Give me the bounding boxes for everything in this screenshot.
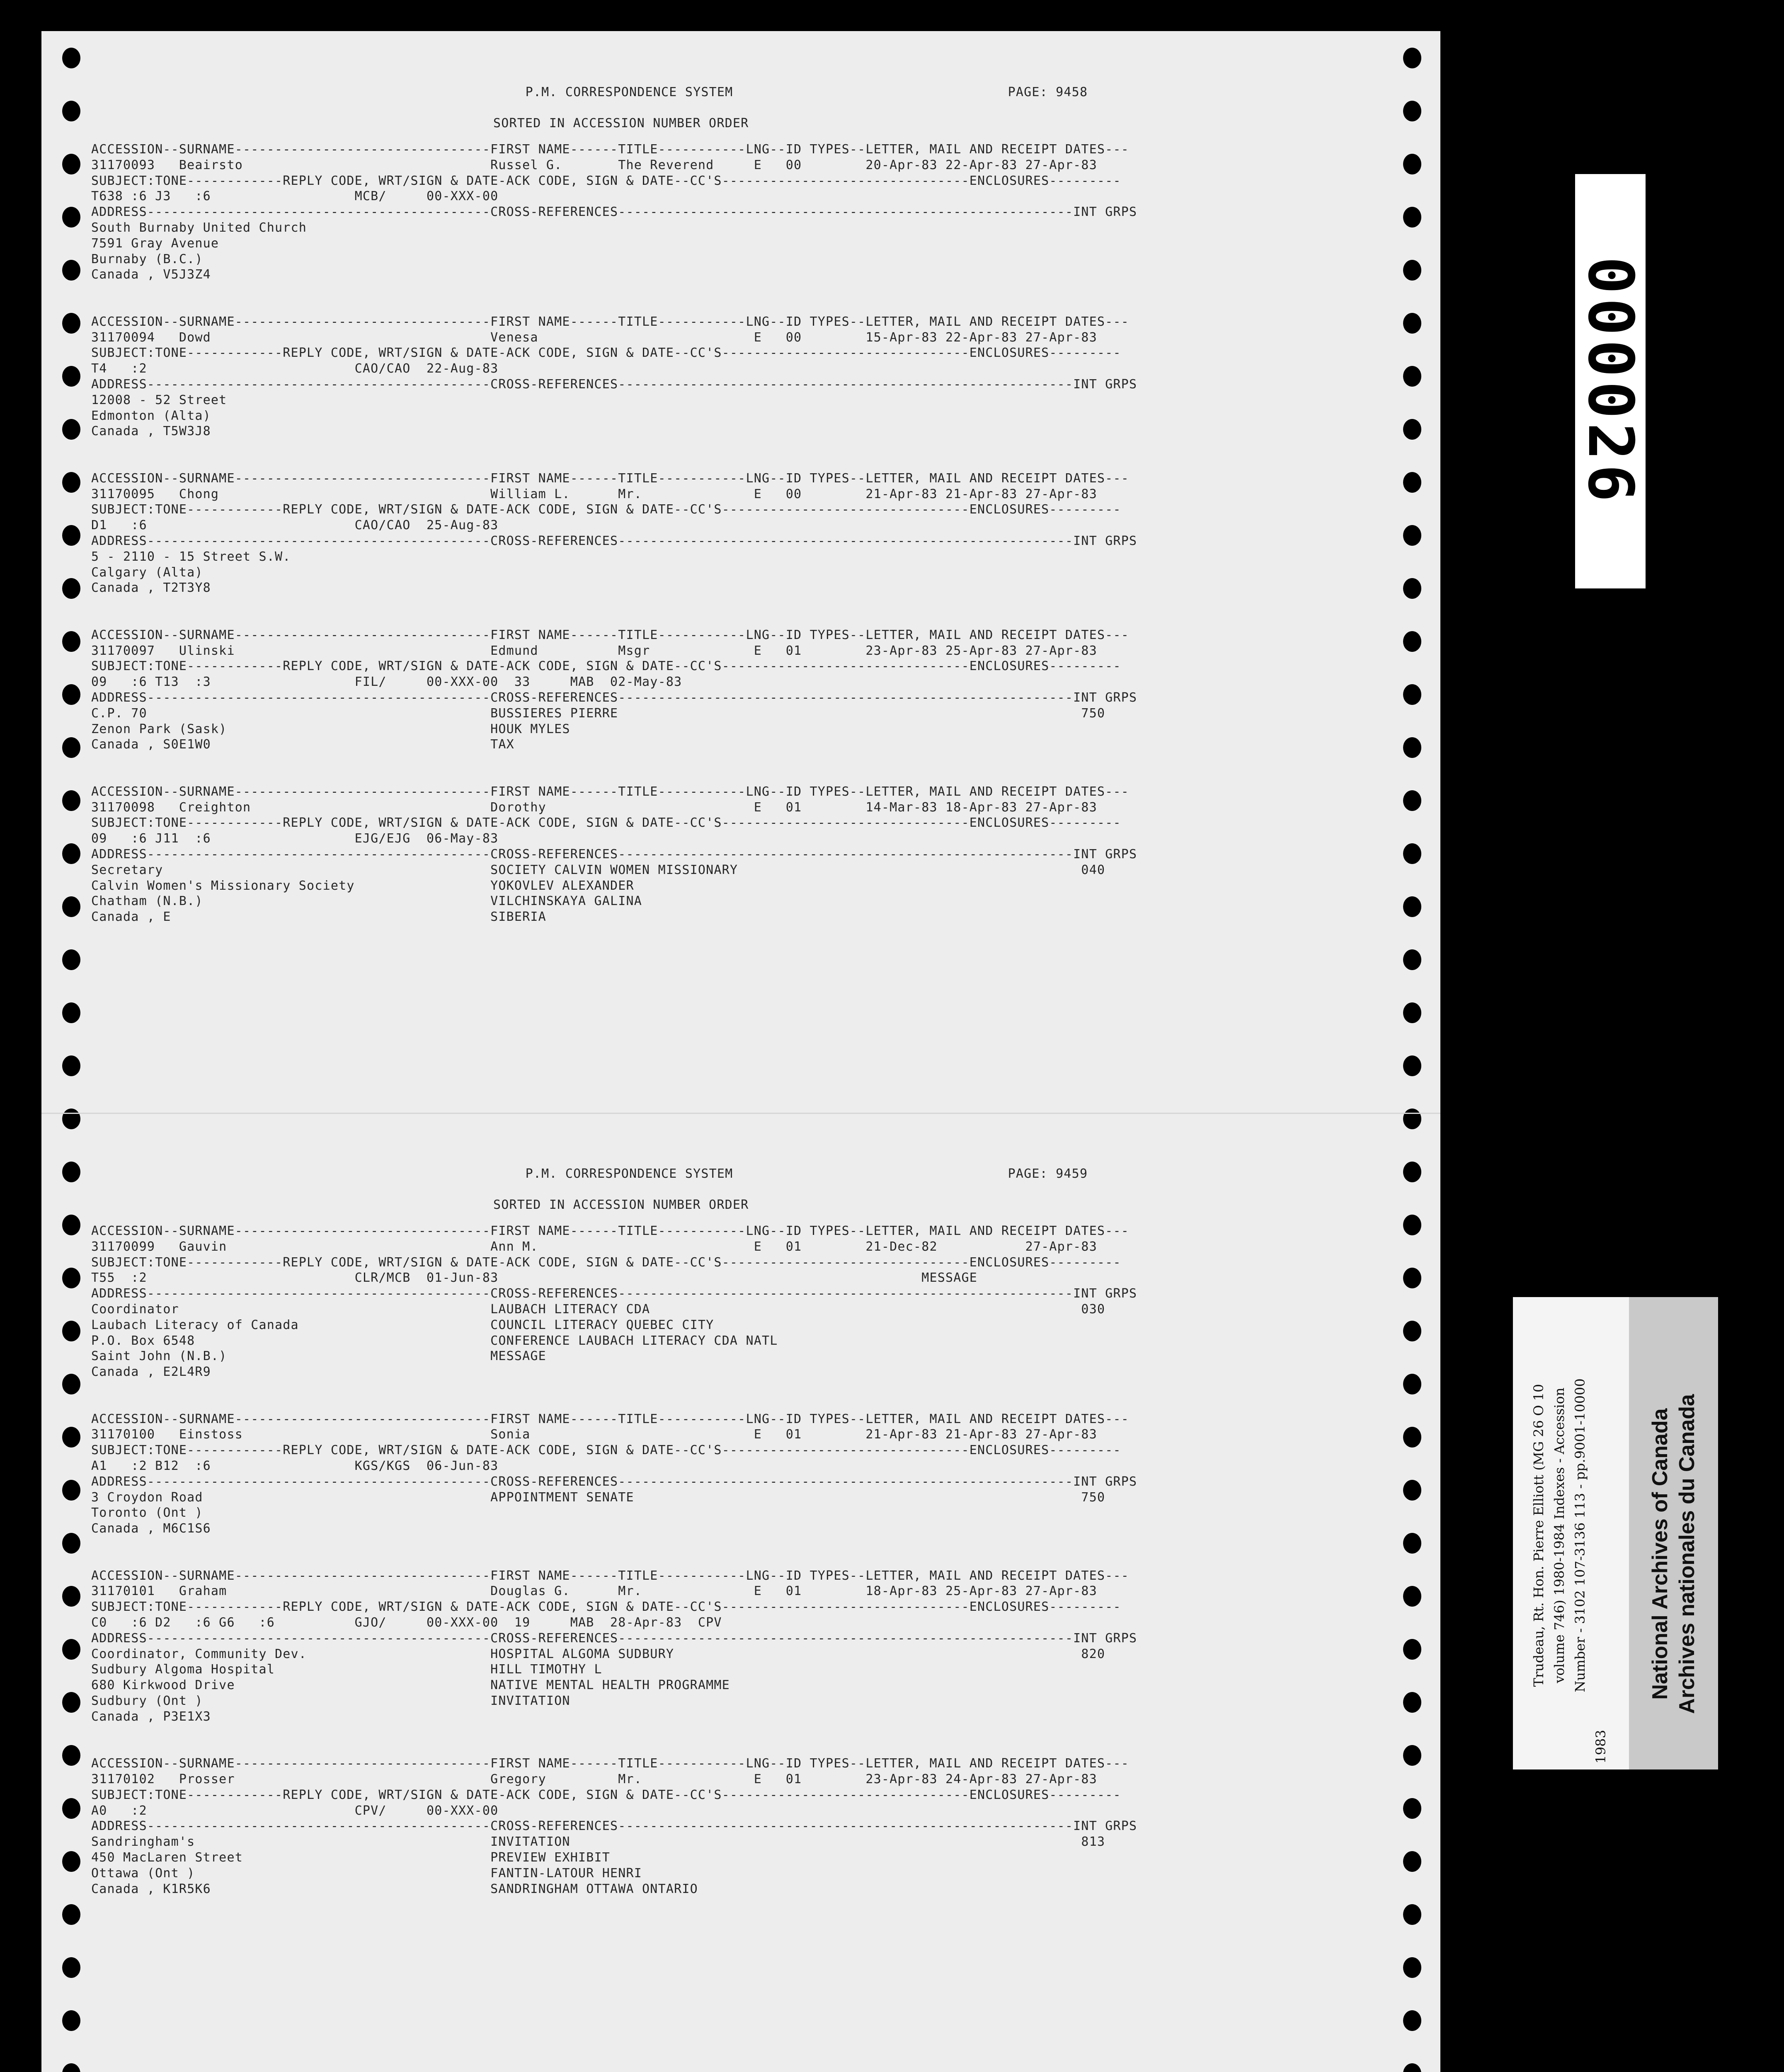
record-line: Calgary (Alta): [91, 565, 203, 580]
record-line: 09 :6 T13 :3 FIL/ 00-XXX-00 33 MAB 02-May-83: [91, 675, 682, 690]
feed-hole: [1403, 2010, 1421, 2031]
feed-hole: [62, 101, 80, 121]
feed-hole: [1403, 578, 1421, 599]
record-line: 31170093 Beairsto Russel G. The Reverend E 00 20-Apr-83 22-Apr-83 27-Apr-83: [91, 157, 1097, 172]
feed-hole: [1403, 1374, 1421, 1394]
feed-hole: [1403, 1692, 1421, 1713]
label-description-line: volume 746) 1980-1984 Indexes - Accession: [1551, 1387, 1567, 1683]
feed-hole: [62, 1374, 80, 1394]
right-tractor-feed-strip: [1391, 31, 1440, 2072]
feed-hole: [1403, 1904, 1421, 1925]
label-description-line: Number - 3102 107-3136 113 - pp.9001-10000: [1572, 1378, 1588, 1692]
feed-hole: [1403, 1533, 1421, 1554]
feed-hole: [1403, 1055, 1421, 1076]
record-line: SUBJECT:TONE------------REPLY CODE, WRT/SIGN & DATE-ACK CODE, SIGN & DATE--CC'S-------------------------------ENCLOSURES---------: [91, 816, 1121, 830]
record-line: SUBJECT:TONE------------REPLY CODE, WRT/SIGN & DATE-ACK CODE, SIGN & DATE--CC'S-------------------------------ENCLOSURES---------: [91, 1255, 1121, 1270]
feed-hole: [62, 1480, 80, 1501]
archive-label-institution-panel: [1629, 1297, 1718, 1769]
record-line: ADDRESS-------------------------------------------CROSS-REFERENCES---------------------------------------------------------INT GRPS: [91, 1286, 1137, 1301]
label-description-line: Trudeau, Rt. Hon. Pierre Elliott (MG 26 O 10: [1531, 1384, 1546, 1687]
record-line: 680 Kirkwood Drive NATIVE MENTAL HEALTH PROGRAMME: [91, 1678, 730, 1693]
record-line: Edmonton (Alta): [91, 408, 211, 423]
record-line: Secretary SOCIETY CALVIN WOMEN MISSIONARY 040: [91, 862, 1105, 877]
record-line: Laubach Literacy of Canada COUNCIL LITERACY QUEBEC CITY: [91, 1317, 714, 1332]
feed-hole: [62, 1055, 80, 1076]
record-line: ACCESSION--SURNAME--------------------------------FIRST NAME------TITLE-----------LNG--ID TYPES--LETTER, MAIL AND RECEIPT DATES---: [91, 1411, 1129, 1426]
feed-hole: [62, 1851, 80, 1872]
feed-hole: [62, 1109, 80, 1129]
record-line: Burnaby (B.C.): [91, 252, 203, 266]
record-line: 7591 Gray Avenue: [91, 236, 219, 251]
record-line: Canada , T2T3Y8: [91, 581, 211, 595]
feed-hole: [62, 1002, 80, 1023]
record-line: T55 :2 CLR/MCB 01-Jun-83 MESSAGE: [91, 1271, 978, 1285]
feed-hole: [62, 1533, 80, 1554]
feed-hole: [1403, 1162, 1421, 1182]
feed-hole: [62, 843, 80, 864]
record-line: ACCESSION--SURNAME--------------------------------FIRST NAME------TITLE-----------LNG--ID TYPES--LETTER, MAIL AND RECEIPT DATES---: [91, 1756, 1129, 1771]
feed-hole: [62, 419, 80, 440]
label-institution-en: National Archives of Canada: [1648, 1408, 1672, 1700]
feed-hole: [1403, 737, 1421, 758]
record-line: ACCESSION--SURNAME--------------------------------FIRST NAME------TITLE-----------LNG--ID TYPES--LETTER, MAIL AND RECEIPT DATES---: [91, 627, 1129, 642]
feed-hole: [62, 154, 80, 174]
feed-hole: [62, 207, 80, 228]
feed-hole: [1403, 260, 1421, 281]
feed-hole: [1403, 631, 1421, 652]
feed-hole: [62, 1745, 80, 1766]
feed-hole: [62, 313, 80, 334]
feed-hole: [62, 1904, 80, 1925]
record-line: ADDRESS-------------------------------------------CROSS-REFERENCES---------------------------------------------------------INT GRPS: [91, 690, 1137, 705]
feed-hole: [62, 1321, 80, 1341]
feed-hole: [62, 737, 80, 758]
feed-hole: [62, 1268, 80, 1288]
record-line: SUBJECT:TONE------------REPLY CODE, WRT/SIGN & DATE-ACK CODE, SIGN & DATE--CC'S-------------------------------ENCLOSURES---------: [91, 1600, 1121, 1615]
feed-hole: [1403, 472, 1421, 493]
feed-hole: [1403, 1215, 1421, 1235]
record-line: 31170100 Einstoss Sonia E 01 21-Apr-83 21-Apr-83 27-Apr-83: [91, 1427, 1097, 1442]
feed-hole: [1403, 1480, 1421, 1501]
record-line: ADDRESS-------------------------------------------CROSS-REFERENCES---------------------------------------------------------INT GRPS: [91, 205, 1137, 220]
record-line: Chatham (N.B.) VILCHINSKAYA GALINA: [91, 894, 642, 909]
record-line: A1 :2 B12 :6 KGS/KGS 06-Jun-83: [91, 1459, 499, 1473]
record-line: ACCESSION--SURNAME--------------------------------FIRST NAME------TITLE-----------LNG--ID TYPES--LETTER, MAIL AND RECEIPT DATES---: [91, 1568, 1129, 1583]
record-line: ADDRESS-------------------------------------------CROSS-REFERENCES---------------------------------------------------------INT GRPS: [91, 377, 1137, 392]
record-line: C0 :6 D2 :6 G6 :6 GJO/ 00-XXX-00 19 MAB 28-Apr-83 CPV: [91, 1615, 722, 1630]
record-line: ADDRESS-------------------------------------------CROSS-REFERENCES---------------------------------------------------------INT GRPS: [91, 1819, 1137, 1834]
feed-hole: [1403, 790, 1421, 811]
record-line: P.O. Box 6548 CONFERENCE LAUBACH LITERACY CDA NATL: [91, 1333, 778, 1348]
feed-hole: [1403, 48, 1421, 68]
frame-number: 000026: [1574, 257, 1646, 506]
record-line: Canada , M6C1S6: [91, 1521, 211, 1536]
feed-hole: [62, 1692, 80, 1713]
record-line: Canada , K1R5K6 SANDRINGHAM OTTAWA ONTARIO: [91, 1881, 698, 1896]
record-line: 5 - 2110 - 15 Street S.W.: [91, 549, 291, 564]
record-line: Sudbury Algoma Hospital HILL TIMOTHY L: [91, 1662, 602, 1677]
feed-hole: [62, 684, 80, 705]
record-line: Canada , S0E1W0 TAX: [91, 737, 514, 752]
feed-hole: [62, 631, 80, 652]
feed-hole: [1403, 949, 1421, 970]
feed-hole: [1403, 1957, 1421, 1978]
record-line: 31170098 Creighton Dorothy E 01 14-Mar-83 18-Apr-83 27-Apr-83: [91, 800, 1097, 815]
report-title: P.M. CORRESPONDENCE SYSTEM: [525, 85, 733, 99]
record-line: 12008 - 52 Street: [91, 392, 227, 407]
record-line: 31170099 Gauvin Ann M. E 01 21-Dec-82 27-Apr-83: [91, 1239, 1097, 1254]
feed-hole: [1403, 1745, 1421, 1766]
record-line: ACCESSION--SURNAME--------------------------------FIRST NAME------TITLE-----------LNG--ID TYPES--LETTER, MAIL AND RECEIPT DATES---: [91, 784, 1129, 799]
record-line: 31170101 Graham Douglas G. Mr. E 01 18-Apr-83 25-Apr-83 27-Apr-83: [91, 1584, 1097, 1599]
feed-hole: [62, 525, 80, 546]
feed-hole: [1403, 1586, 1421, 1607]
feed-hole: [62, 1957, 80, 1978]
feed-hole: [1403, 366, 1421, 387]
label-description-line: 1983: [1593, 1730, 1609, 1764]
record-line: Calvin Women's Missionary Society YOKOVLEV ALEXANDER: [91, 878, 634, 893]
record-line: Sudbury (Ont ) INVITATION: [91, 1694, 570, 1708]
feed-hole: [1403, 313, 1421, 334]
feed-hole: [1403, 101, 1421, 121]
record-line: SUBJECT:TONE------------REPLY CODE, WRT/SIGN & DATE-ACK CODE, SIGN & DATE--CC'S-------------------------------ENCLOSURES---------: [91, 502, 1121, 517]
record-line: Toronto (Ont ): [91, 1506, 203, 1520]
feed-hole: [1403, 525, 1421, 546]
printout-paper: [41, 31, 1440, 2072]
feed-hole: [62, 48, 80, 68]
record-line: 09 :6 J11 :6 EJG/EJG 06-May-83: [91, 831, 499, 846]
record-line: ACCESSION--SURNAME--------------------------------FIRST NAME------TITLE-----------LNG--ID TYPES--LETTER, MAIL AND RECEIPT DATES---: [91, 314, 1129, 329]
record-line: T4 :2 CAO/CAO 22-Aug-83: [91, 361, 499, 376]
label-institution-fr: Archives nationales du Canada: [1675, 1394, 1699, 1714]
feed-hole: [62, 790, 80, 811]
feed-hole: [1403, 1639, 1421, 1660]
sort-order-subtitle: SORTED IN ACCESSION NUMBER ORDER: [493, 116, 749, 131]
report-title: P.M. CORRESPONDENCE SYSTEM: [525, 1167, 733, 1181]
page-number: PAGE: 9459: [1008, 1167, 1088, 1181]
record-line: ACCESSION--SURNAME--------------------------------FIRST NAME------TITLE-----------LNG--ID TYPES--LETTER, MAIL AND RECEIPT DATES---: [91, 1224, 1129, 1238]
record-line: 450 MacLaren Street PREVIEW EXHIBIT: [91, 1850, 610, 1865]
feed-hole: [62, 472, 80, 493]
record-line: Coordinator LAUBACH LITERACY CDA 030: [91, 1302, 1105, 1317]
feed-hole: [1403, 207, 1421, 228]
feed-hole: [1403, 1798, 1421, 1819]
page-perforation-fold: [41, 1113, 1440, 1114]
record-line: Ottawa (Ont ) FANTIN-LATOUR HENRI: [91, 1866, 642, 1881]
feed-hole: [1403, 684, 1421, 705]
feed-hole: [62, 896, 80, 917]
record-line: D1 :6 CAO/CAO 25-Aug-83: [91, 518, 499, 533]
feed-hole: [1403, 419, 1421, 440]
feed-hole: [62, 1586, 80, 1607]
record-line: 3 Croydon Road APPOINTMENT SENATE 750: [91, 1490, 1105, 1505]
feed-hole: [1403, 1321, 1421, 1341]
record-line: ADDRESS-------------------------------------------CROSS-REFERENCES---------------------------------------------------------INT GRPS: [91, 1474, 1137, 1489]
feed-hole: [1403, 1427, 1421, 1447]
feed-hole: [62, 1162, 80, 1182]
record-line: A0 :2 CPV/ 00-XXX-00: [91, 1803, 499, 1818]
record-line: Sandringham's INVITATION 813: [91, 1835, 1105, 1849]
feed-hole: [62, 366, 80, 387]
record-line: Zenon Park (Sask) HOUK MYLES: [91, 721, 570, 736]
feed-hole: [1403, 1851, 1421, 1872]
record-line: C.P. 70 BUSSIERES PIERRE 750: [91, 706, 1105, 721]
feed-hole: [62, 1427, 80, 1447]
record-line: SUBJECT:TONE------------REPLY CODE, WRT/SIGN & DATE-ACK CODE, SIGN & DATE--CC'S-------------------------------ENCLOSURES---------: [91, 659, 1121, 674]
record-line: Canada , V5J3Z4: [91, 267, 211, 282]
record-line: Canada , P3E1X3: [91, 1709, 211, 1724]
feed-hole: [62, 578, 80, 599]
feed-hole: [1403, 1268, 1421, 1288]
record-line: Canada , T5W3J8: [91, 424, 211, 439]
record-line: SUBJECT:TONE------------REPLY CODE, WRT/SIGN & DATE-ACK CODE, SIGN & DATE--CC'S-------------------------------ENCLOSURES---------: [91, 1787, 1121, 1802]
record-line: ACCESSION--SURNAME--------------------------------FIRST NAME------TITLE-----------LNG--ID TYPES--LETTER, MAIL AND RECEIPT DATES---: [91, 142, 1129, 157]
sort-order-subtitle: SORTED IN ACCESSION NUMBER ORDER: [493, 1198, 749, 1212]
feed-hole: [62, 2010, 80, 2031]
feed-hole: [62, 2063, 80, 2072]
record-line: ACCESSION--SURNAME--------------------------------FIRST NAME------TITLE-----------LNG--ID TYPES--LETTER, MAIL AND RECEIPT DATES---: [91, 471, 1129, 486]
record-line: SUBJECT:TONE------------REPLY CODE, WRT/SIGN & DATE-ACK CODE, SIGN & DATE--CC'S-------------------------------ENCLOSURES---------: [91, 346, 1121, 361]
record-line: Canada , E SIBERIA: [91, 910, 546, 925]
feed-hole: [1403, 1109, 1421, 1129]
feed-hole: [1403, 154, 1421, 174]
record-line: SUBJECT:TONE------------REPLY CODE, WRT/SIGN & DATE-ACK CODE, SIGN & DATE--CC'S-------------------------------ENCLOSURES---------: [91, 1443, 1121, 1458]
record-line: 31170095 Chong William L. Mr. E 00 21-Apr-83 21-Apr-83 27-Apr-83: [91, 487, 1097, 501]
feed-hole: [62, 1639, 80, 1660]
record-line: Coordinator, Community Dev. HOSPITAL ALGOMA SUDBURY 820: [91, 1646, 1105, 1661]
record-line: Saint John (N.B.) MESSAGE: [91, 1349, 546, 1364]
record-line: ADDRESS-------------------------------------------CROSS-REFERENCES---------------------------------------------------------INT GRPS: [91, 847, 1137, 862]
record-line: Canada , E2L4R9: [91, 1365, 211, 1380]
record-line: T638 :6 J3 :6 MCB/ 00-XXX-00: [91, 189, 499, 204]
feed-hole: [62, 1798, 80, 1819]
feed-hole: [62, 260, 80, 281]
record-line: ADDRESS-------------------------------------------CROSS-REFERENCES---------------------------------------------------------INT GRPS: [91, 1631, 1137, 1646]
record-line: 31170097 Ulinski Edmund Msgr E 01 23-Apr-83 25-Apr-83 27-Apr-83: [91, 643, 1097, 658]
feed-hole: [62, 1215, 80, 1235]
feed-hole: [1403, 2063, 1421, 2072]
page-number: PAGE: 9458: [1008, 85, 1088, 99]
record-line: 31170102 Prosser Gregory Mr. E 01 23-Apr-83 24-Apr-83 27-Apr-83: [91, 1772, 1097, 1786]
feed-hole: [62, 949, 80, 970]
archive-label-description-panel: [1513, 1297, 1629, 1769]
feed-hole: [1403, 1002, 1421, 1023]
record-line: 31170094 Dowd Venesa E 00 15-Apr-83 22-Apr-83 27-Apr-83: [91, 330, 1097, 345]
record-line: South Burnaby United Church: [91, 220, 307, 235]
record-line: ADDRESS-------------------------------------------CROSS-REFERENCES---------------------------------------------------------INT GRPS: [91, 534, 1137, 548]
record-line: SUBJECT:TONE------------REPLY CODE, WRT/SIGN & DATE-ACK CODE, SIGN & DATE--CC'S-------------------------------ENCLOSURES---------: [91, 173, 1121, 188]
archive-label: [1513, 1297, 1718, 1769]
frame-number-stamp: [1575, 174, 1646, 588]
feed-hole: [1403, 896, 1421, 917]
feed-hole: [1403, 843, 1421, 864]
